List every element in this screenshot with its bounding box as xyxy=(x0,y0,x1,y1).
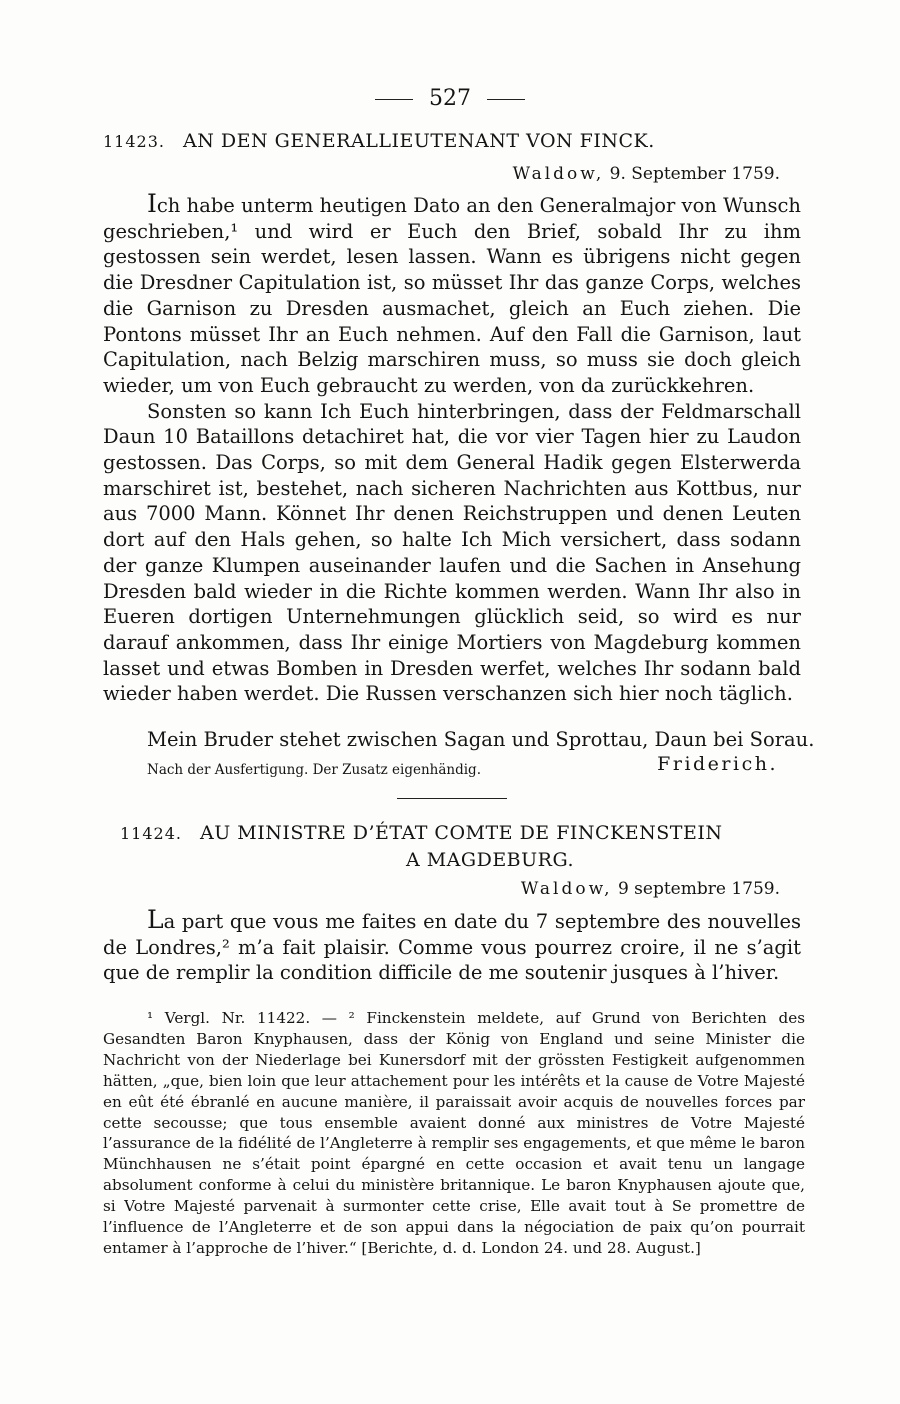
postscript: Mein Bruder stehet zwischen Sagan und Sprottau, Daun bei Sorau. xyxy=(147,728,815,751)
letter-date: 9 septembre 1759. xyxy=(617,879,780,899)
letter-body xyxy=(103,907,801,986)
letter-place: Waldow, xyxy=(520,879,613,899)
footnotes xyxy=(103,1008,805,1259)
letter-paragraph: Ich habe unterm heutigen Dato an den Generalmajor von Wunsch geschrieben,¹ und wird er Euch den Brief, sobald Ihr zu ihm gestossen sein werdet, lesen lassen. Wann es übrigens nicht gegen die Dresdner Capitulation ist, so müsset Ihr das ganze Corps, welches die Garnison zu Dresden ausmachet, gleich an Euch ziehen. Die Pontons müsset Ihr an Euch nehmen. Auf den Fall die Garnison, laut Capitulation, nach Belzig marschiren muss, so muss sie doch gleich wieder, um von Euch gebraucht zu werden, von da zurückkehren. xyxy=(103,189,801,397)
page-number: 527 xyxy=(0,86,900,111)
section-divider xyxy=(397,798,507,799)
letter-body xyxy=(103,191,801,707)
source-note: Nach der Ausfertigung. Der Zusatz eigenhändig. xyxy=(147,762,481,778)
letter-date: 9. September 1759. xyxy=(609,164,780,184)
letter-title: AN DEN GENERALLIEUTENANT VON FINCK. xyxy=(182,130,655,152)
letter-number: 11423. xyxy=(103,132,165,151)
page-number-dash-left xyxy=(375,99,413,100)
footnote-text: ¹ Vergl. Nr. 11422. — ² Finckenstein meldete, auf Grund von Berichten des Gesandten Baron Knyphausen, dass der König von England und seine Minister die Nachricht von der Niederlage bei Kunersdorf mit der grössten Festigkeit aufgenommen hätten, „que, bien loin que leur attachement pour les intérêts et la cause de Votre Majesté en eût été ébranlé en aucune manière, il paraissait avoir acquis de nouvelles forces par cette secousse; que tous ensemble avaient donné aux ministres de Votre Majesté l’assurance de la fidélité de l’Angleterre à remplir ses engagements, et que même le baron Münchhausen ne s’était point épargné en cette occasion et avait tenu un langage absolument conforme à celui du ministère britannique. Le baron Knyphausen ajoute que, si Votre Majesté parvenait à surmonter cette crise, Elle avait tout à Se promettre de l’influence de l’Angleterre et de son appui dans la négociation de paix qu’on pourrait entamer à l’approche de l’hiver.“ [Berichte, d. d. London 24. und 28. August.] xyxy=(103,1009,805,1257)
letter-heading xyxy=(103,130,803,152)
page-number-dash-right xyxy=(487,99,525,100)
letter-place: Waldow, xyxy=(512,164,605,184)
letter-number: 11424. xyxy=(120,824,182,843)
drop-cap: L xyxy=(147,905,164,934)
letter-paragraph: Sonsten so kann Ich Euch hinterbringen, dass der Feldmarschall Daun 10 Bataillons detachiret hat, die vor vier Tagen hier zu Laudon gestossen. Das Corps, so mit dem General Hadik gegen Elsterwerda marschiret ist, bestehet, nach sicheren Nachrichten aus Kottbus, nur aus 7000 Mann. Könnet Ihr denen Reichstruppen und denen Leuten dort auf den Hals gehen, so halte Ich Mich versichert, dass sodann der ganze Klumpen auseinander laufen und die Sachen in Ansehung Dresden bald wieder in die Richte kommen werden. Wann Ihr also in Eueren dortigen Unternehmungen glücklich seid, so wird es nur darauf ankommen, dass Ihr einige Mortiers von Magdeburg kommen lasset und etwas Bomben in Dresden werfet, welches Ihr sodann bald wieder haben werdet. Die Russen verschanzen sich hier noch täglich. xyxy=(103,399,801,706)
letter-dateline xyxy=(521,879,780,899)
letter-dateline xyxy=(513,164,780,184)
letter-heading xyxy=(120,820,820,874)
letter-title: AU MINISTRE D’ÉTAT COMTE DE FINCKENSTEIN xyxy=(199,822,723,844)
letter-paragraph: La part que vous me faites en date du 7 septembre des nouvelles de Londres,² m’a fait plaisir. Comme vous pourrez croire, il ne s’agit que de remplir la condition difficile de me soutenir jusques à l’hiver. xyxy=(103,905,801,985)
drop-cap: I xyxy=(147,189,157,218)
letter-title-line2: A MAGDEBURG. xyxy=(405,849,575,871)
signature: Friderich. xyxy=(657,753,778,775)
